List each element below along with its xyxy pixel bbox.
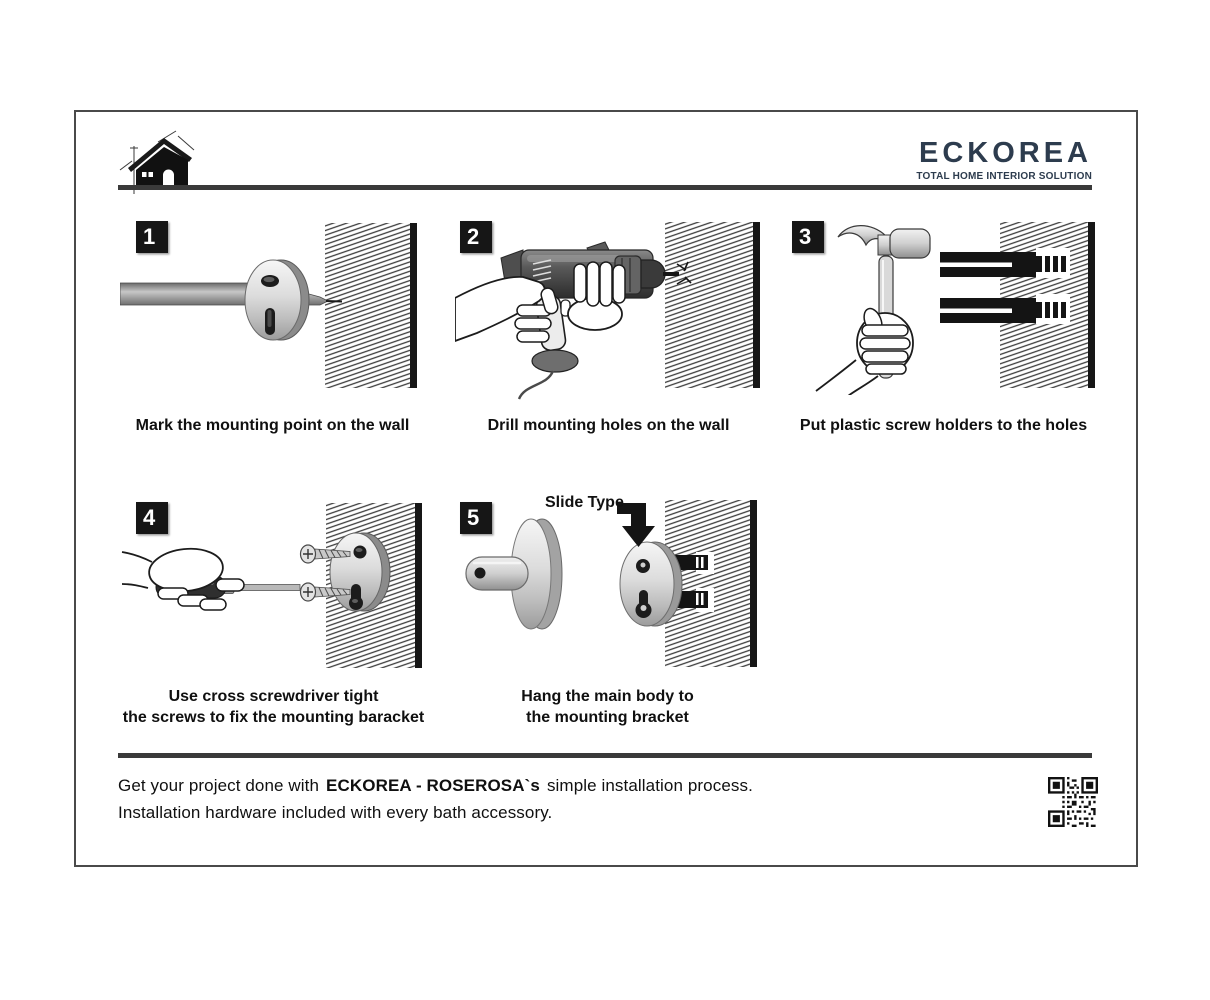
drill-illustration [455,220,762,400]
step-3-caption: Put plastic screw holders to the holes [799,417,1088,434]
footer-brand-bold: ECKOREA - ROSEROSA`s [326,776,540,795]
qr-code [1048,777,1098,827]
wall [325,223,417,388]
step-2-badge: 2 [460,221,492,253]
hammer-anchor-illustration [790,220,1097,395]
step-2 [455,220,762,455]
wall [665,222,760,388]
hang-body-illustration [450,500,765,670]
slide-type-label: Slide Type [545,494,624,511]
step-3 [790,220,1097,455]
mounting-bracket [330,533,390,611]
step-4-badge: 4 [136,502,168,534]
hand [122,545,244,610]
step-4-caption: Use cross screwdriver tight the screws to fix the mounting baracket [122,688,425,726]
step-1-badge: 1 [136,221,168,253]
brand-block [916,138,1092,182]
footer-line-1: Get your project done with ECKOREA - ROSEROSA`s simple installation process. [118,776,753,795]
mounting-bracket [620,542,682,626]
step-3-badge: 3 [792,221,824,253]
mounting-bracket [245,260,309,340]
step-5-badge: 5 [460,502,492,534]
main-body [466,519,562,629]
step-5-caption: Hang the main body to the mounting bracket [521,688,694,726]
brand-name: ECKOREA [918,137,1092,169]
header-divider [118,185,1092,190]
step-1-caption: Mark the mounting point on the wall [135,417,410,434]
footer-line-2: Installation hardware included with every bath accessory. [118,803,553,822]
instruction-sheet [74,110,1138,867]
step-5 [450,490,765,740]
hand [816,306,913,395]
step-2-caption: Drill mounting holes on the wall [487,417,730,434]
step-4 [120,500,427,740]
footer-divider [118,753,1092,758]
brand-tagline: TOTAL HOME INTERIOR SOLUTION [916,171,1092,182]
step-1 [120,220,425,455]
